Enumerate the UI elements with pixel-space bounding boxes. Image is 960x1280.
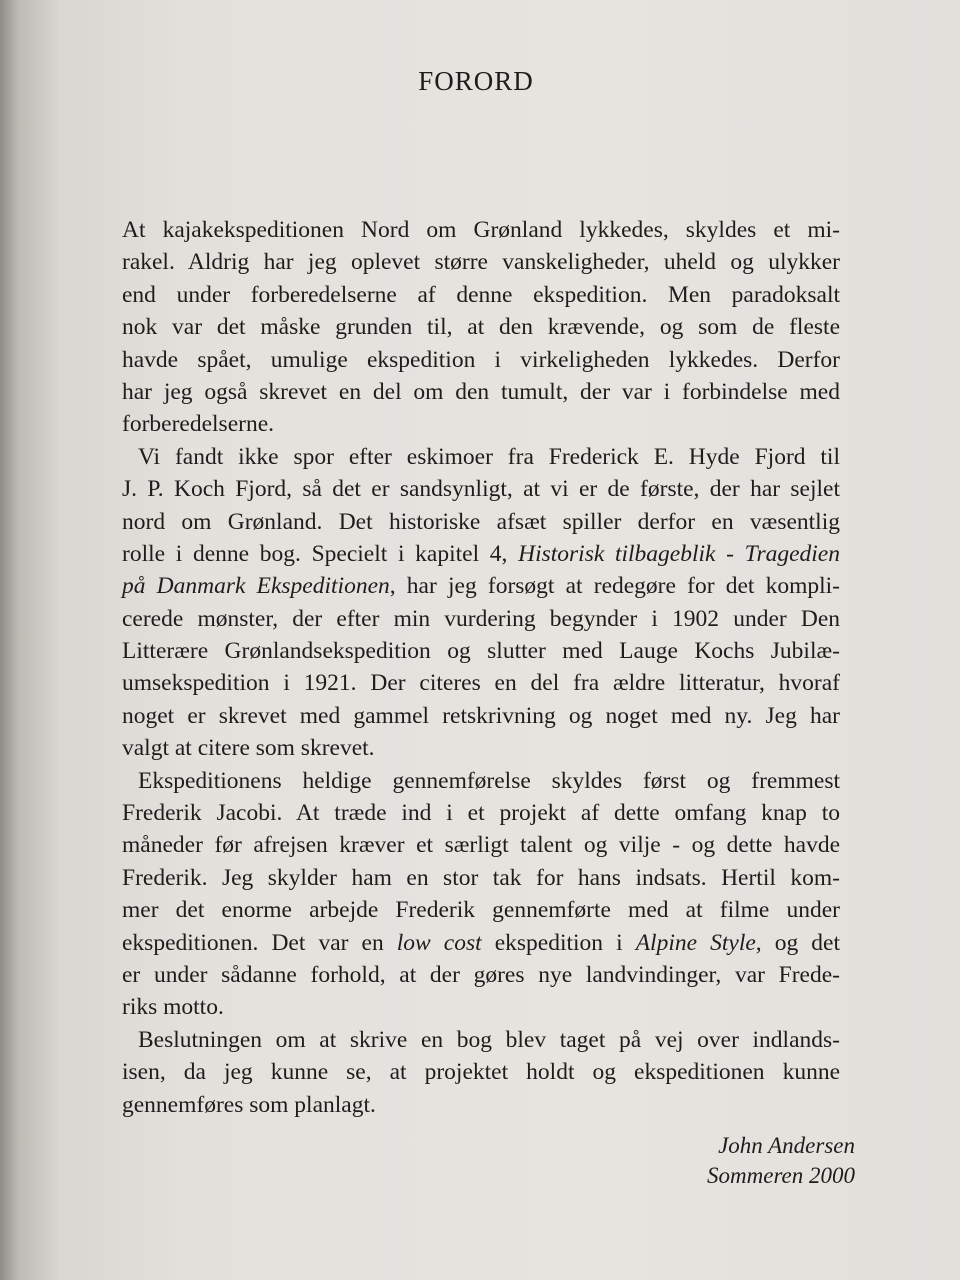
text-segment: rolle i denne bog. Specielt i kapitel 4, <box>122 540 519 567</box>
text-line <box>122 246 840 278</box>
text-line <box>122 1024 840 1056</box>
text-segment: At kajakekspeditionen Nord om Grønland lykkedes, skyldes et mi- <box>122 217 840 243</box>
italic-text: low cost <box>396 929 482 956</box>
page-title: FORORD <box>418 66 534 96</box>
text-segment: noget er skrevet med gammel retskrivning og noget med ny. Jeg har <box>122 702 840 729</box>
text-line <box>122 732 840 764</box>
signature-date: Sommeren 2000 <box>707 1163 855 1188</box>
text-line <box>122 894 840 926</box>
text-line <box>122 408 840 440</box>
text-line <box>122 214 840 246</box>
text-segment: , og det <box>755 929 840 956</box>
text-segment: forberedelserne. <box>122 411 275 438</box>
text-segment: end under forberedelserne af denne ekspedition. Men paradoksalt <box>122 281 840 308</box>
text-line <box>122 570 840 602</box>
text-line <box>122 829 840 861</box>
text-segment: mer det enorme arbejde Frederik gennemførte med at filme under <box>122 897 840 924</box>
text-segment: ekspeditionen. Det var en <box>122 929 397 956</box>
text-segment: J. P. Koch Fjord, så det er sandsynligt, at vi er de første, der har sejlet <box>122 476 840 503</box>
text-segment: måneder før afrejsen kræver et særligt talent og vilje - og dette havde <box>122 832 840 859</box>
italic-text: Alpine Style <box>635 929 756 956</box>
text-line <box>122 927 840 959</box>
text-segment: rakel. Aldrig har jeg oplevet større vanskeligheder, uheld og ulykker <box>122 249 840 276</box>
text-line <box>122 441 840 473</box>
text-segment: isen, da jeg kunne se, at projektet holdt og ekspeditionen kunne <box>122 1059 840 1086</box>
text-segment: valgt at citere som skrevet. <box>122 735 375 762</box>
text-segment: har jeg også skrevet en del om den tumult, der var i forbindelse med <box>122 378 840 405</box>
text-line <box>122 473 840 505</box>
text-segment: ekspedition i <box>481 929 636 956</box>
text-line <box>122 667 840 699</box>
italic-text: Historisk tilbageblik - Tragedien <box>518 540 840 567</box>
text-segment: riks motto. <box>122 994 224 1021</box>
text-segment: Frederik Jacobi. At træde ind i et projekt af dette omfang knap to <box>122 800 840 827</box>
text-segment: er under sådanne forhold, at der gøres nye landvindinger, var Frede- <box>122 961 840 988</box>
preface-body <box>122 214 840 1121</box>
text-line <box>122 635 840 667</box>
text-segment: Ekspeditionens heldige gennemførelse skyldes først og fremmest <box>138 767 840 794</box>
italic-text: på Danmark Ekspeditionen <box>122 573 390 600</box>
text-segment: nord om Grønland. Det historiske afsæt spiller derfor en væsentlig <box>122 508 840 535</box>
text-line <box>122 1089 840 1121</box>
text-line <box>122 991 840 1023</box>
text-segment: cerede mønster, der efter min vurdering begynder i 1902 under Den <box>122 605 840 632</box>
text-segment: umsekspedition i 1921. Der citeres en del fra ældre litteratur, hvoraf <box>122 670 840 697</box>
text-line <box>122 765 840 797</box>
text-line <box>122 279 840 311</box>
text-line <box>122 376 840 408</box>
text-segment: Litterære Grønlandsekspedition og slutter med Lauge Kochs Jubilæ- <box>122 638 840 665</box>
text-segment: Beslutningen om at skrive en bog blev taget på vej over indlands- <box>138 1026 840 1053</box>
text-line <box>122 538 840 570</box>
text-segment: Frederik. Jeg skylder ham en stor tak for hans indsats. Hertil kom- <box>122 864 840 891</box>
text-segment: Vi fandt ikke spor efter eskimoer fra Frederick E. Hyde Fjord til <box>138 443 840 470</box>
text-line <box>122 959 840 991</box>
text-segment: havde spået, umulige ekspedition i virkeligheden lykkedes. Derfor <box>122 346 840 373</box>
text-line <box>122 797 840 829</box>
text-segment: nok var det måske grunden til, at den krævende, og som de fleste <box>122 314 840 341</box>
text-segment: , har jeg forsøgt at redegøre for det kompli- <box>389 573 840 600</box>
text-segment: gennemføres som planlagt. <box>122 1091 376 1118</box>
text-line <box>122 603 840 635</box>
text-line <box>122 862 840 894</box>
text-line <box>122 344 840 376</box>
text-line <box>122 700 840 732</box>
signature-name: John Andersen <box>718 1133 855 1158</box>
text-line <box>122 506 840 538</box>
text-line <box>122 1056 840 1088</box>
text-line <box>122 311 840 343</box>
